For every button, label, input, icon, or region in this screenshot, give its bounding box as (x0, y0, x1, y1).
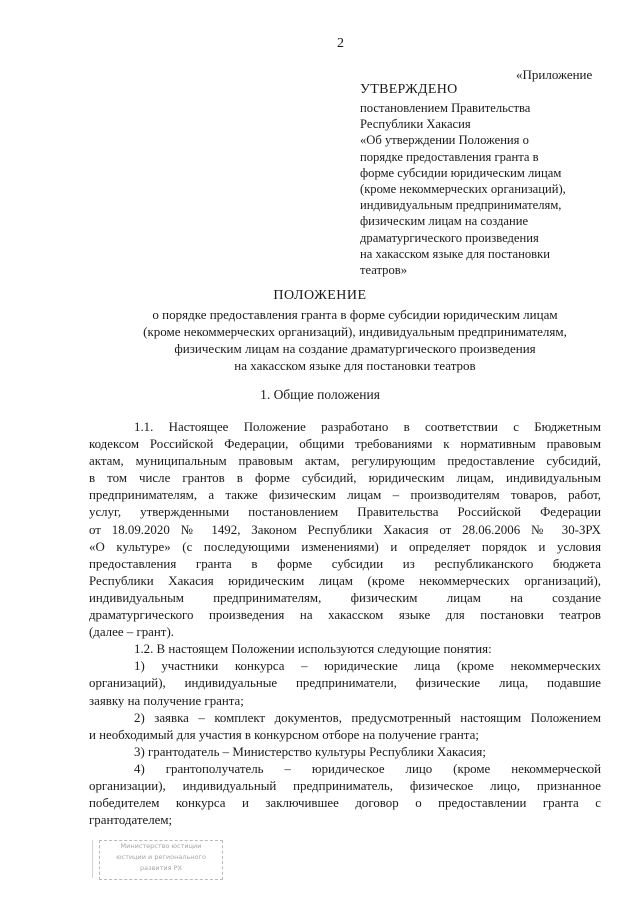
body-line: 2) заявка – комплект документов, предусмотренный настоящим Положением (134, 710, 601, 725)
approval-line: (кроме некоммерческих организаций), (360, 182, 566, 197)
body-line: организации), индивидуальный предприниматель, физическое лицо, признанное (89, 778, 601, 793)
subtitle-line: (кроме некоммерческих организаций), индивидуальным предпринимателям, (143, 324, 567, 339)
page-number: 2 (337, 36, 344, 51)
approval-line: постановлением Правительства (360, 101, 531, 115)
document-body (89, 419, 601, 829)
approval-line: порядке предоставления гранта в (360, 149, 539, 164)
body-line: предоставления гранта в форме субсидии из республиканского бюджета (89, 556, 601, 571)
body-line: Республики Хакасия юридическим лицам (кроме некоммерческих организаций), (89, 573, 601, 588)
approved-title: УТВЕРЖДЕНО (360, 82, 458, 97)
body-line: и необходимый для участия в конкурсном отборе на получение гранта; (89, 727, 479, 742)
body-line: индивидуальным предпринимателям, физическим лицам на создание (89, 590, 601, 605)
body-line: организаций), индивидуальные предприниматели, физические лица, подавшие (89, 676, 601, 691)
approval-block (360, 100, 620, 278)
body-line: драматургического произведения на хакасском языке для постановки театров (89, 608, 601, 623)
body-line: кодексом Российской Федерации, общими требованиями к нормативным правовым (89, 437, 601, 452)
approval-line: драматургического произведения (360, 230, 539, 245)
stamp-line: Министерство юстиции (120, 842, 202, 850)
approval-line: театров» (360, 263, 408, 278)
body-line: 3) грантодатель – Министерство культуры Республики Хакасия; (134, 744, 486, 759)
appendix-label: «Приложение (516, 67, 593, 82)
body-line: актам, муниципальным правовым актам, регулирующим предоставление субсидий, (89, 454, 601, 469)
subtitle-line: о порядке предоставления гранта в форме субсидии юридическим лицам (152, 307, 558, 322)
registration-stamp (99, 840, 223, 880)
stamp-line: развития РХ (140, 864, 182, 872)
body-line: 4) грантополучатель – юридическое лицо (кроме некоммерческой (134, 761, 601, 776)
approval-line: на хакасском языке для постановки (360, 246, 550, 261)
body-line: грантодателем; (89, 813, 173, 828)
body-line: от 18.09.2020 № 1492, Законом Республики Хакасия от 28.06.2006 № 30-ЗРХ (89, 522, 601, 537)
body-line: услуг, утвержденными постановлением Правительства Российской Федерации (89, 505, 601, 520)
body-line: (далее – грант). (89, 625, 174, 640)
section-title: 1. Общие положения (260, 387, 380, 402)
subtitle-line: физическим лицам на создание драматургического произведения (174, 341, 536, 356)
body-line: предпринимателям, а также физическим лицам – производителям товаров, работ, (89, 488, 601, 503)
body-line: «О культуре» (с последующими изменениями) и определяет порядок и условия (89, 539, 601, 554)
body-line: 1.1. Настоящее Положение разработано в соответствии с Бюджетным (134, 420, 601, 434)
approval-line: индивидуальным предпринимателям, (360, 198, 562, 213)
stamp-line: юстиции и регионального (116, 853, 206, 861)
approval-line: «Об утверждении Положения о (360, 133, 529, 148)
body-line: 1.2. В настоящем Положении используются следующие понятия: (134, 642, 492, 657)
document-subtitle (110, 306, 600, 374)
margin-mark (92, 840, 96, 878)
approval-line: Республики Хакасия (360, 117, 471, 132)
body-line: победителем конкурса и заключившее договор о предоставлении гранта с (89, 796, 601, 811)
approval-line: физическим лицам на создание (360, 214, 529, 229)
approval-line: форме субсидии юридическим лицам (360, 165, 562, 180)
body-line: 1) участники конкурса – юридические лица (кроме некоммерческих (134, 659, 601, 674)
body-line: заявку на получение гранта; (89, 693, 244, 708)
body-line: в том числе грантов в форме субсидий, юридическим лицам, индивидуальным (89, 471, 601, 486)
subtitle-line: на хакасском языке для постановки театров (234, 358, 476, 373)
document-title: ПОЛОЖЕНИЕ (273, 288, 367, 303)
